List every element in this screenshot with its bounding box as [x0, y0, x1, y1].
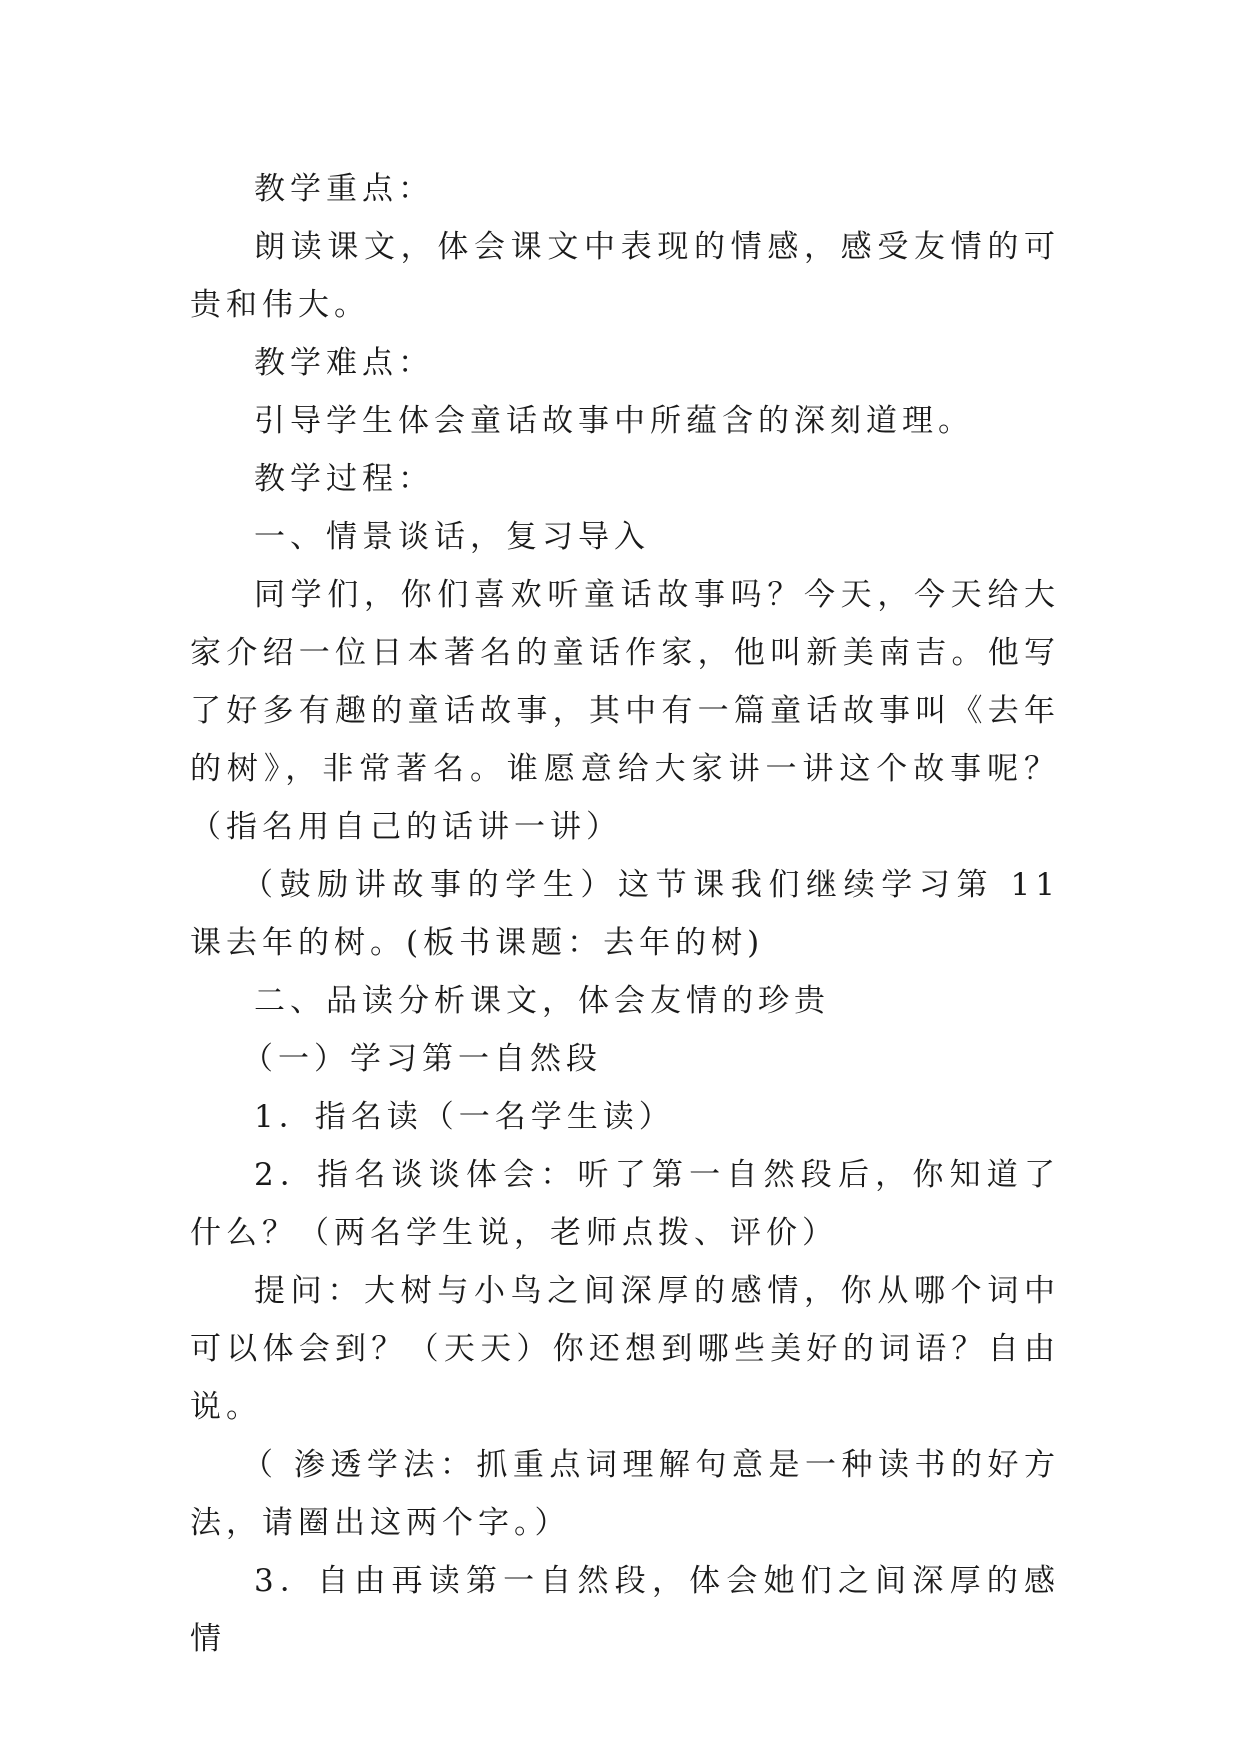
paragraph-question: 提问：大树与小鸟之间深厚的感情，你从哪个词中可以体会到？（天天）你还想到哪些美好的词语？自由说。 [190, 1273, 1060, 1425]
paragraph-method: （ 渗透学法：抓重点词理解句意是一种读书的好方法，请圈出这两个字。） [190, 1447, 1060, 1541]
section-heading-2: 二、品读分析课文，体会友情的珍贵 [254, 983, 830, 1019]
heading-teaching-process: 教学过程： [254, 461, 434, 497]
list-item-3: 3．自由再读第一自然段，体会她们之间深厚的感情 [190, 1563, 1060, 1657]
subsection-heading-1: （一）学习第一自然段 [242, 1041, 602, 1077]
document-body [190, 160, 1060, 1668]
paragraph-difficulty-content: 引导学生体会童话故事中所蕴含的深刻道理。 [254, 403, 974, 439]
list-item-2: 2．指名谈谈体会：听了第一自然段后，你知道了什么？（两名学生说，老师点拨、评价） [190, 1157, 1060, 1251]
section-heading-1: 一、情景谈话，复习导入 [254, 519, 650, 555]
heading-teaching-difficulty: 教学难点： [254, 345, 434, 381]
paragraph-encourage: （鼓励讲故事的学生）这节课我们继续学习第 11 课去年的树。(板书课题：去年的树) [190, 867, 1060, 961]
list-item-1: 1．指名读（一名学生读） [254, 1099, 675, 1135]
paragraph-focus-content: 朗读课文，体会课文中表现的情感，感受友情的可贵和伟大。 [190, 229, 1060, 323]
paragraph-intro-story: 同学们，你们喜欢听童话故事吗？今天，今天给大家介绍一位日本著名的童话作家，他叫新美南吉。他写了好多有趣的童话故事，其中有一篇童话故事叫《去年的树》，非常著名。谁愿意给大家讲一讲这个故事呢？（指名用自己的话讲一讲） [190, 577, 1060, 845]
heading-teaching-focus: 教学重点： [254, 171, 434, 207]
